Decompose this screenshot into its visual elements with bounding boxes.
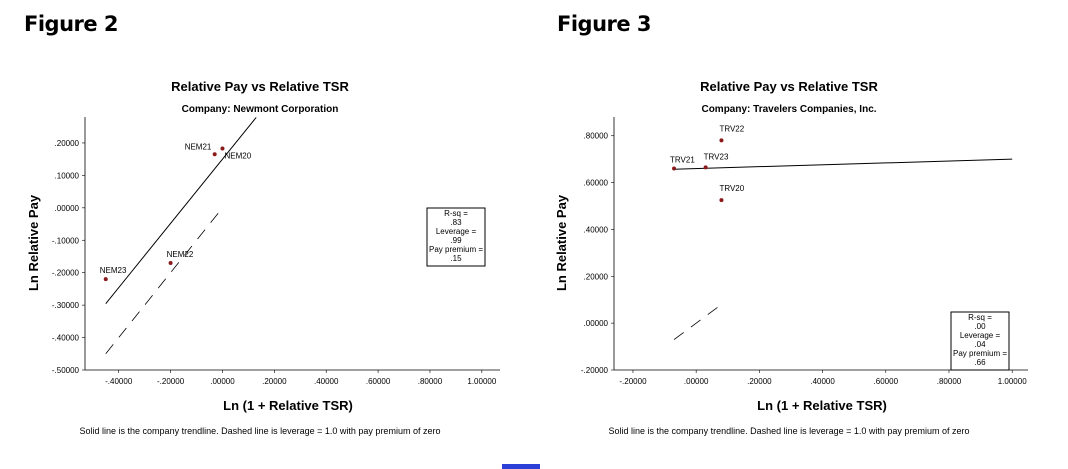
data-point [672,167,676,171]
x-tick-label: .00000 [210,377,235,386]
data-point-label: NEM21 [184,142,212,152]
stats-line: Leverage = [435,227,477,236]
data-point [213,152,217,156]
data-point-label: TRV21 [670,155,695,165]
y-tick-label: .10000 [54,171,79,181]
chart-caption: Solid line is the company trendline. Dashed line is leverage = 1.0 with pay premium of zero [608,426,970,436]
y-tick-label: -.10000 [51,236,79,246]
y-axis-title: Ln Relative Pay [554,194,569,292]
x-tick-label: -.20000 [619,377,647,386]
data-point [220,146,224,150]
data-point-label: TRV22 [719,124,745,134]
data-point-label: TRV23 [703,152,729,162]
x-tick-label: .20000 [747,377,772,386]
x-tick-label: .20000 [262,377,287,386]
data-point-label: NEM22 [166,249,194,259]
data-point [719,138,723,142]
stats-line: .99 [450,236,462,245]
x-tick-label: .80000 [417,377,443,386]
y-axis-title: Ln Relative Pay [26,194,41,292]
x-tick-label: -.40000 [105,377,133,386]
y-tick-label: .40000 [583,225,608,235]
stats-line: .66 [974,358,986,367]
data-point-label: NEM20 [224,151,252,161]
company-trendline [106,117,256,303]
x-axis-title: Ln (1 + Relative TSR) [223,398,353,413]
x-tick-label: .60000 [365,377,391,386]
data-point-label: TRV20 [719,184,745,194]
x-tick-label: 1.00000 [467,377,497,386]
stats-line: Pay premium = [952,349,1008,358]
stats-line: R-sq = [444,209,468,218]
figure-2-heading: Figure 2 [24,12,119,36]
bottom-accent-bar [502,464,540,469]
y-tick-label: .00000 [54,203,79,213]
x-tick-label: .40000 [810,377,835,386]
y-tick-label: .00000 [583,319,608,329]
figure-3-heading: Figure 3 [557,12,652,36]
y-tick-label: .60000 [583,178,608,188]
stats-line: .04 [974,340,986,349]
y-tick-label: .20000 [54,138,79,148]
x-axis-title: Ln (1 + Relative TSR) [757,398,887,413]
y-tick-label: -.20000 [580,366,608,375]
y-tick-label: .80000 [583,131,608,141]
chart-subtitle: Company: Travelers Companies, Inc. [701,104,877,115]
y-tick-label: -.30000 [51,301,79,311]
x-tick-label: 1.00000 [997,377,1027,386]
stats-line: .15 [450,254,462,263]
data-point [104,277,108,281]
travelers-chart [554,79,1028,436]
data-point [719,198,723,202]
chart-title: Relative Pay vs Relative TSR [700,79,878,94]
stats-line: .83 [450,218,462,227]
data-point [169,261,173,265]
x-tick-label: -.20000 [157,377,185,386]
data-point-label: NEM23 [99,266,127,276]
chart-title: Relative Pay vs Relative TSR [171,79,349,94]
stats-line: .00 [974,322,986,331]
y-tick-label: -.40000 [51,333,79,343]
stats-line: R-sq = [968,313,992,322]
chart-subtitle: Company: Newmont Corporation [181,104,339,115]
chart-caption: Solid line is the company trendline. Dashed line is leverage = 1.0 with pay premium of zero [79,426,441,436]
x-tick-label: .40000 [313,377,339,386]
x-tick-label: .00000 [683,377,709,386]
x-tick-label: .60000 [873,377,899,386]
y-tick-label: -.20000 [51,268,79,278]
y-tick-label: -.50000 [51,366,79,375]
y-tick-label: .20000 [583,272,608,282]
x-tick-label: .80000 [936,377,962,386]
stats-line: Leverage = [959,331,1001,340]
newmont-chart [26,79,500,436]
reference-dashed-line [106,208,223,354]
reference-dashed-line [674,307,718,340]
data-point [704,165,708,169]
stats-line: Pay premium = [428,245,484,254]
